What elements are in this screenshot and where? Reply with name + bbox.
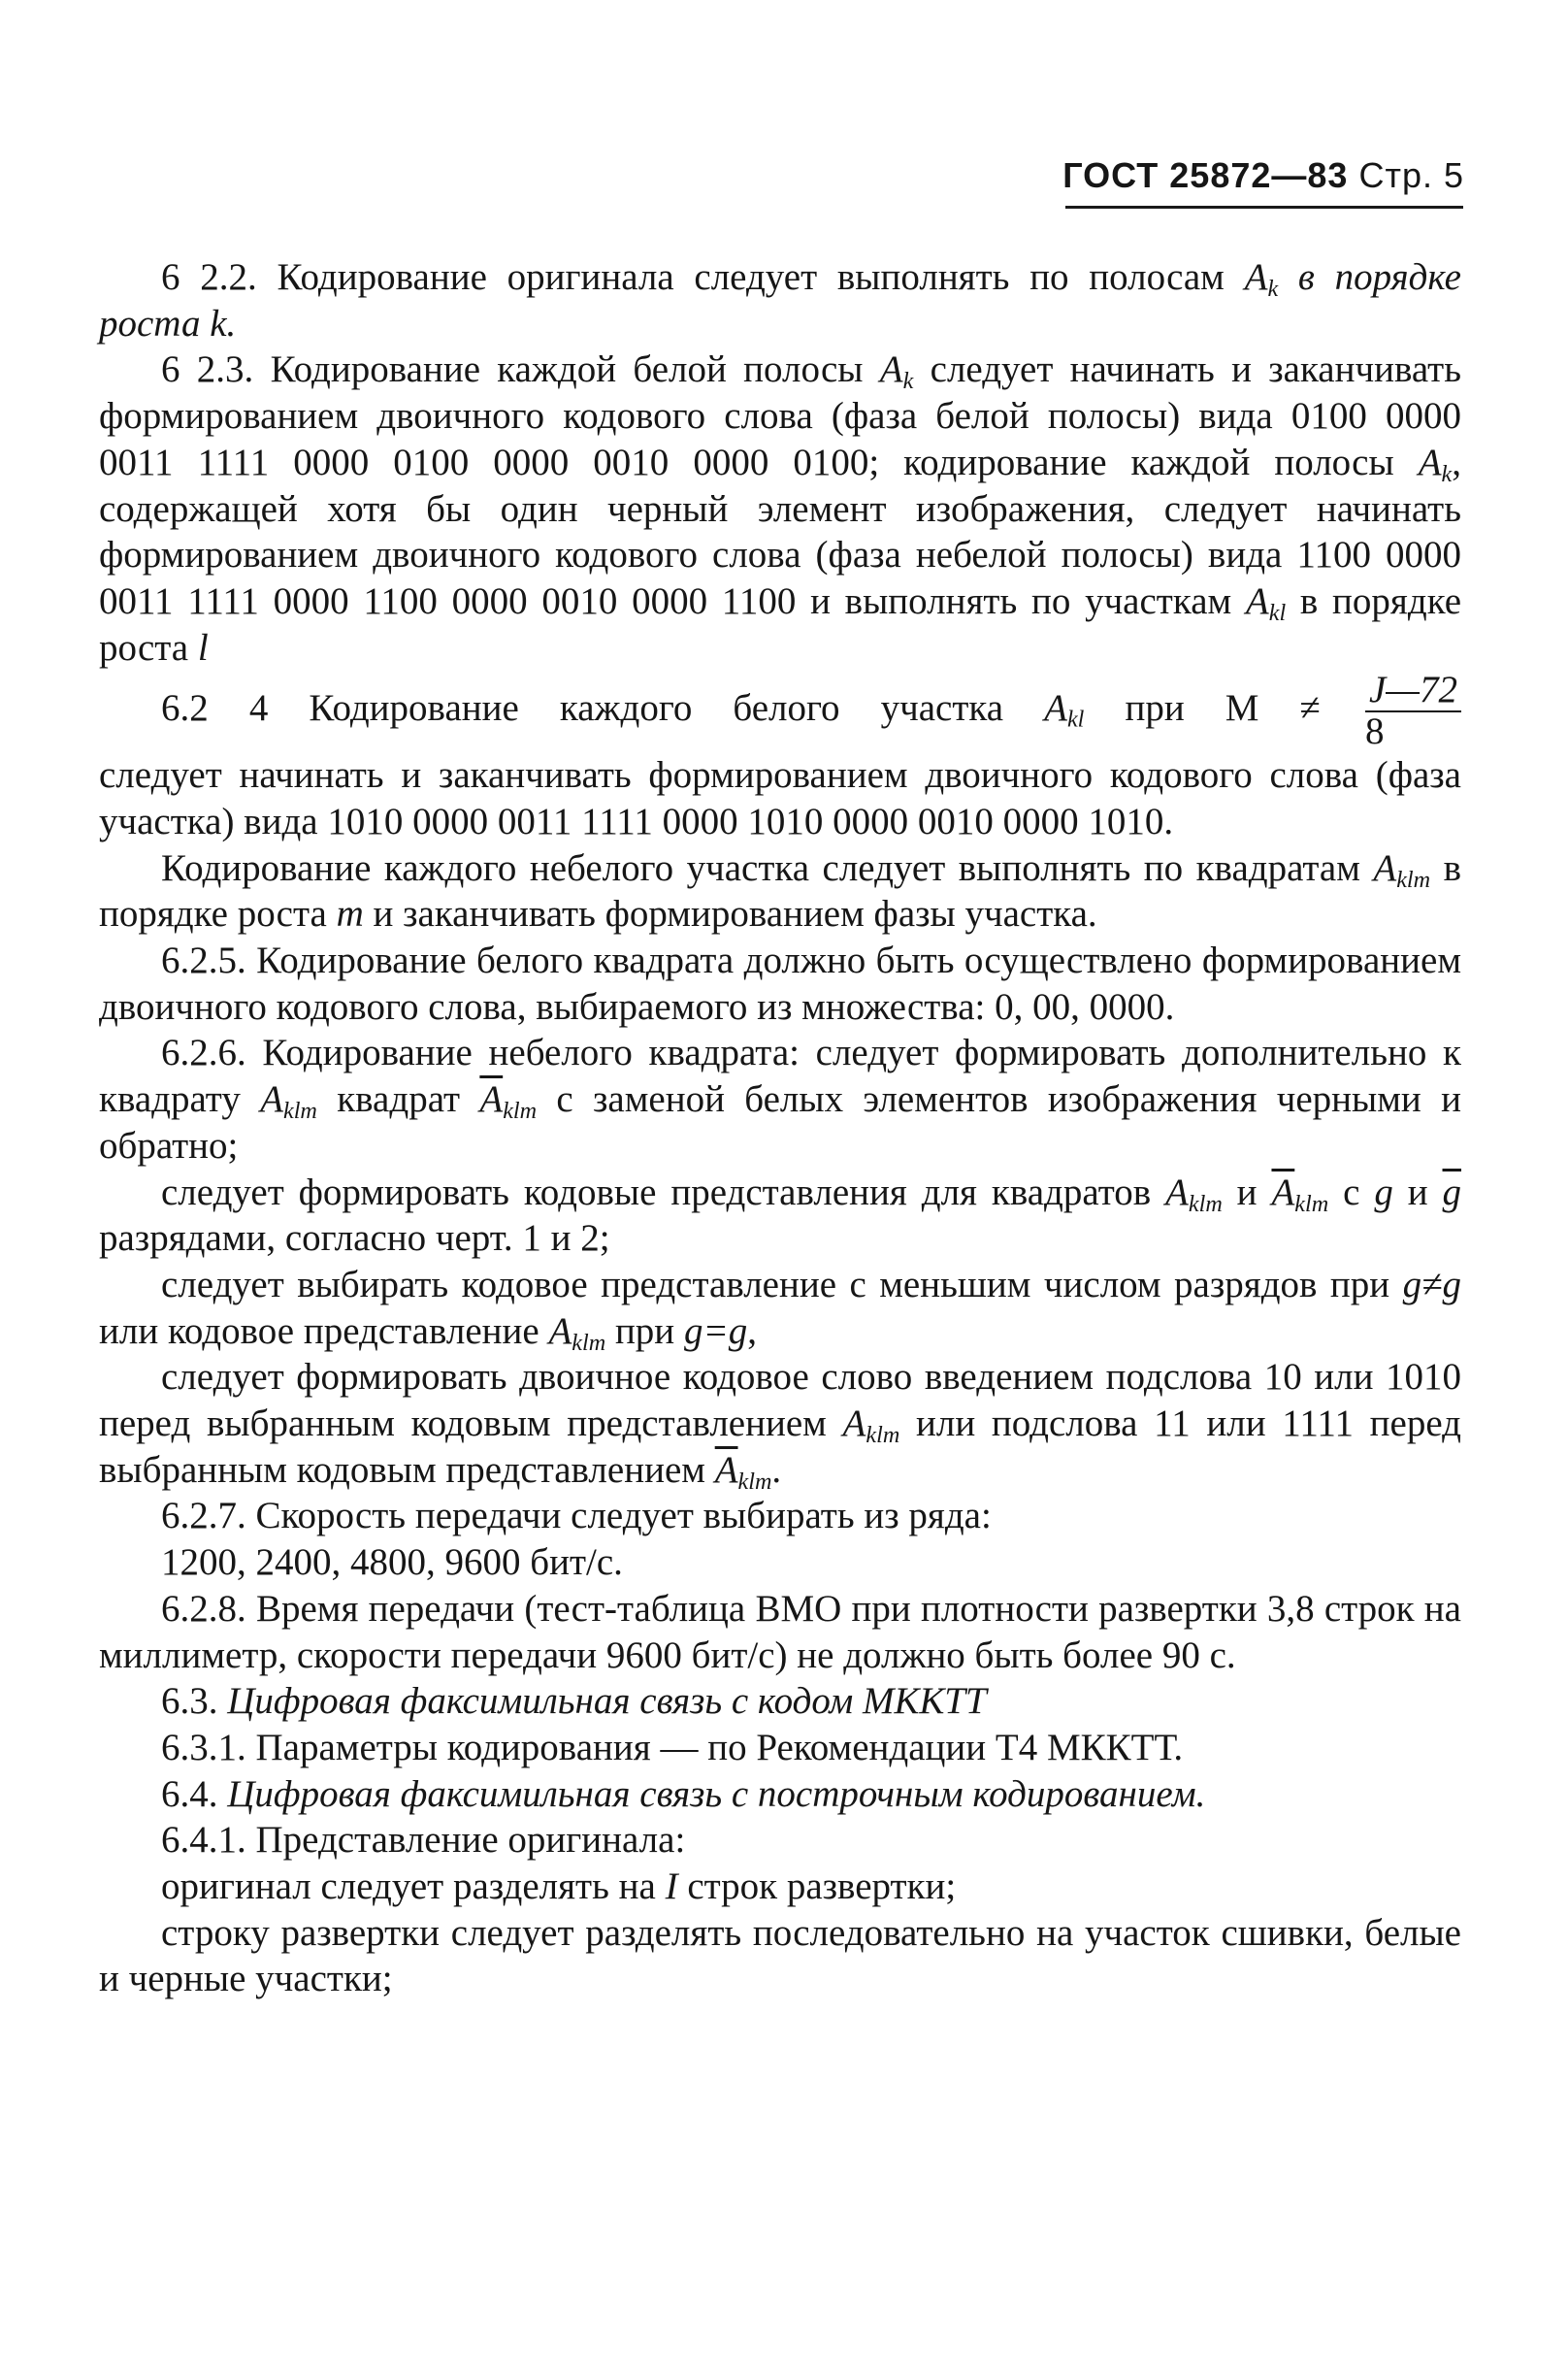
clause-6-2-6-representations: следует формировать кодовые представления для квадратов $A_{klm}$ и $\overline{A}_{klm}$ с g и $\overline{g}$ разрядами, согласно черт. 1 и 2; — [99, 1171, 1462, 1260]
clause-6-2-4-continued: следует начинать и заканчивать формированием двоичного кодового слова (фаза участка) вида 1010 0000 0011 1111 0000 1010 0000 0010 0000 1010. — [99, 754, 1461, 842]
clause-6-2-7-rates: 1200, 2400, 4800, 9600 бит/с. — [161, 1541, 623, 1584]
clause-6-4-1-lines: оригинал следует разделять на I строк развертки; — [161, 1865, 957, 1908]
clause-6-2-5: 6.2.5. Кодирование белого квадрата должно быть осуществлено формированием двоичного кодового слова, выбираемого из множества: 0, 00, 0000. — [99, 940, 1461, 1028]
standard-number: ГОСТ 25872—83 — [1062, 155, 1349, 195]
clause-6-2-7: 6.2.7. Скорость передачи следует выбирать из ряда: — [161, 1495, 992, 1537]
clause-6-2-4-nonwhite: Кодирование каждого небелого участка следует выполнять по квадратам $A_{klm}$ в порядке роста m и заканчивать формированием фазы участка. — [99, 846, 1461, 936]
clause-6-2-6: 6.2.6. Кодирование небелого квадрата: следует формировать дополнительно к квадрату $A_{klm}$ квадрат $\overline{A}_{klm}$ с заменой белых элементов изображения черными и обратно; — [99, 1032, 1461, 1167]
clause-6-4-1-segments: строку развертки следует разделять последовательно на участок сшивки, белые и черные участки; — [99, 1911, 1461, 2000]
clause-6-2-2: 6 2.2. Кодирование оригинала следует выполнять по полосам $A_k$ в порядке роста k. — [99, 256, 1461, 345]
page-header — [0, 155, 1464, 196]
fraction: $\frac{J—72}{8}$ — [1365, 671, 1461, 752]
clause-6-2-6-codeword: следует формировать двоичное кодовое слово введением подслова 10 или 1010 перед выбранным кодовым представлением $A_{klm}$ или подслова 11 или 1111 перед выбранным кодовым представлением $\overline{A}_{klm}$. — [99, 1356, 1461, 1495]
document-body — [99, 254, 1461, 2002]
clause-6-3-1: 6.3.1. Параметры кодирования — по Рекомендации Т4 МККТТ. — [161, 1726, 1184, 1768]
header-rule — [1065, 206, 1463, 209]
section-6-3-heading: 6.3. Цифровая факсимильная связь с кодом МККТТ — [161, 1680, 987, 1723]
clause-6-2-3: 6 2.3. Кодирование каждой белой полосы $A_k$ следует начинать и заканчивать формированием двоичного кодового слова (фаза белой полосы) вида 0100 0000 0011 1111 0000 0100 0000 0010 0000 0100; кодирование каждой полосы $A_k$, содержащей хотя бы один черный элемент изображения, следует начинать формированием двоичного кодового слова (фаза небелой полосы) вида 1100 0000 0011 1111 0000 1100 0000 0010 0000 1100 и выполнять по участкам $A_{kl}$ в порядке роста l — [99, 348, 1462, 669]
clause-6-2-6-select: следует выбирать кодовое представление с меньшим числом разрядов при g≠g или кодовое представление $A_{klm}$ при g=g, — [99, 1263, 1461, 1356]
section-6-4-heading: 6.4. Цифровая факсимильная связь с построчным кодированием. — [161, 1772, 1206, 1815]
page-number: Стр. 5 — [1358, 155, 1464, 195]
clause-6-4-1: 6.4.1. Представление оригинала: — [161, 1819, 686, 1862]
clause-6-2-4: 6.2 4 Кодирование каждого белого участка $A_{kl}$ при M ≠ $\frac{J—72}{8}$ — [99, 671, 1461, 752]
clause-6-2-8: 6.2.8. Время передачи (тест-таблица ВМО при плотности развертки 3,8 строк на миллиметр, скорости передачи 9600 бит/с) не должно быть более 90 с. — [99, 1587, 1461, 1676]
